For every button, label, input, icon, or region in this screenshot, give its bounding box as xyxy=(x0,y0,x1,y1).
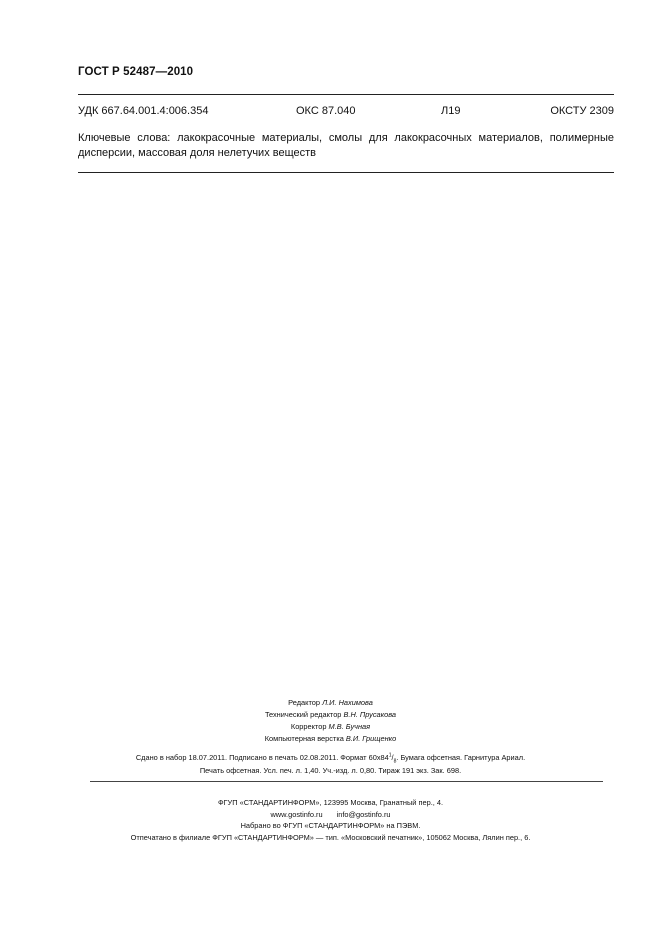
udk-code: УДК 667.64.001.4:006.354 xyxy=(78,105,209,117)
print-info-line-1-start: Сдано в набор 18.07.2011. Подписано в печать 02.08.2011. Формат 60x84 xyxy=(135,753,389,762)
publisher-address: ФГУП «СТАНДАРТИНФОРМ», 123995 Москва, Гранатный пер., 4. xyxy=(217,798,444,807)
keywords-paragraph: Ключевые слова: лакокрасочные материалы, смолы для лакокрасочных материалов, полимерные дисперсии, массовая доля нелетучих веществ xyxy=(78,132,614,159)
okstu-code: ОКСТУ 2309 xyxy=(550,105,614,117)
standard-id-header: ГОСТ Р 52487—2010 xyxy=(78,66,194,78)
publisher-divider xyxy=(90,781,603,782)
editor-name: Л.И. Нахимова xyxy=(322,698,373,707)
layout-label: Компьютерная верстка xyxy=(264,734,344,743)
website-link[interactable]: www.gostinfo.ru xyxy=(270,809,323,819)
credits-block xyxy=(0,697,661,745)
tech-editor-name: В.Н. Прусакова xyxy=(343,710,397,719)
print-info-line-1-end: . Бумага офсетная. Гарнитура Ариал. xyxy=(396,753,526,762)
format-fraction-sub: 8 xyxy=(393,758,397,765)
publisher-block xyxy=(0,797,661,843)
classification-row xyxy=(78,105,614,121)
email-link[interactable]: info@gostinfo.ru xyxy=(336,809,391,819)
layout-name: В.И. Грищенко xyxy=(345,734,397,743)
corrector-line xyxy=(0,721,661,733)
printed-at-line: Отпечатано в филиале ФГУП «СТАНДАРТИНФОРМ» — тип. «Московский печатник», 105062 Москва, Лялин пер., 6. xyxy=(130,832,531,842)
corrector-name: М.В. Бучная xyxy=(328,722,371,731)
editor-label: Редактор xyxy=(288,698,320,707)
editor-line xyxy=(0,697,661,709)
print-info-block xyxy=(0,751,661,777)
top-divider xyxy=(78,94,614,95)
corrector-label: Корректор xyxy=(290,722,327,731)
typeset-line: Набрано во ФГУП «СТАНДАРТИНФОРМ» на ПЭВМ. xyxy=(240,821,421,830)
tech-editor-line xyxy=(0,709,661,721)
oks-code: ОКС 87.040 xyxy=(296,105,356,117)
keywords-divider xyxy=(78,172,614,173)
format-fraction-sup: 1 xyxy=(388,752,392,759)
print-info-line-2: Печать офсетная. Усл. печ. л. 1,40. Уч.-изд. л. 0,80. Тираж 191 экз. Зак. 698. xyxy=(199,766,462,775)
publisher-contacts xyxy=(0,809,661,821)
tech-editor-label: Технический редактор xyxy=(264,710,342,719)
l-code: Л19 xyxy=(441,105,461,117)
layout-line xyxy=(0,733,661,745)
print-info-line-1: Сдано в набор 18.07.2011. Подписано в печать 02.08.2011. Формат $60x84^1/_8$. Бумага офсетная. Гарнитура Ариал. xyxy=(135,752,526,765)
